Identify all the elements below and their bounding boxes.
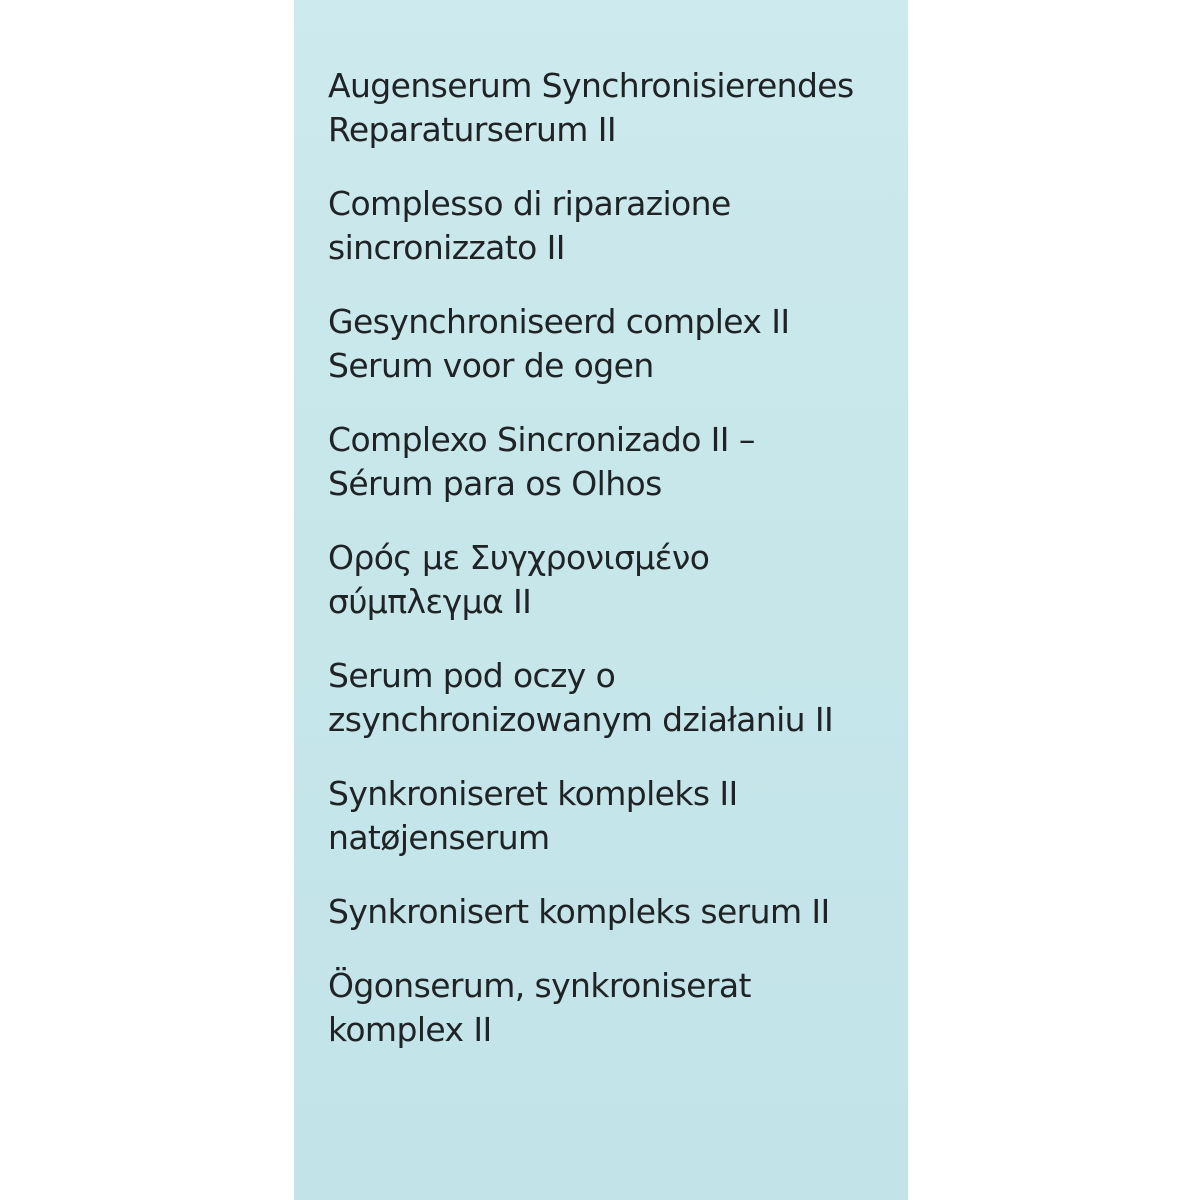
- product-name-entry: [328, 182, 854, 270]
- product-name-line: Sérum para os Olhos: [328, 464, 662, 503]
- product-name-entry: [328, 300, 854, 388]
- product-name-line: sincronizzato II: [328, 228, 565, 267]
- product-name-line: Augenserum Synchronisierendes: [328, 66, 854, 105]
- product-name-line: σύμπλεγμα II: [328, 582, 532, 621]
- product-name-line: Gesynchroniseerd complex II: [328, 302, 790, 341]
- product-name-entry: [328, 772, 854, 860]
- product-name-line: Synkroniseret kompleks II: [328, 774, 738, 813]
- product-name-line: komplex II: [328, 1010, 492, 1049]
- product-name-entry: [328, 64, 854, 152]
- product-name-entry: [328, 536, 854, 624]
- product-name-entry: [328, 964, 854, 1052]
- product-name-line: natøjenserum: [328, 818, 550, 857]
- product-name-entry: [328, 890, 854, 934]
- product-name-line: zsynchronizowanym działaniu II: [328, 700, 834, 739]
- multilingual-product-names: [328, 64, 854, 1082]
- product-name-line: Complesso di riparazione: [328, 184, 731, 223]
- product-name-line: Reparaturserum II: [328, 110, 617, 149]
- product-name-line: Ορός με Συγχρονισμένο: [328, 538, 710, 577]
- product-name-line: Complexo Sincronizado II –: [328, 420, 755, 459]
- product-name-line: Synkronisert kompleks serum II: [328, 892, 830, 931]
- product-name-line: Serum pod oczy o: [328, 656, 616, 695]
- product-name-entry: [328, 654, 854, 742]
- product-name-entry: [328, 418, 854, 506]
- product-name-line: Serum voor de ogen: [328, 346, 654, 385]
- product-name-line: Ögonserum, synkroniserat: [328, 966, 751, 1005]
